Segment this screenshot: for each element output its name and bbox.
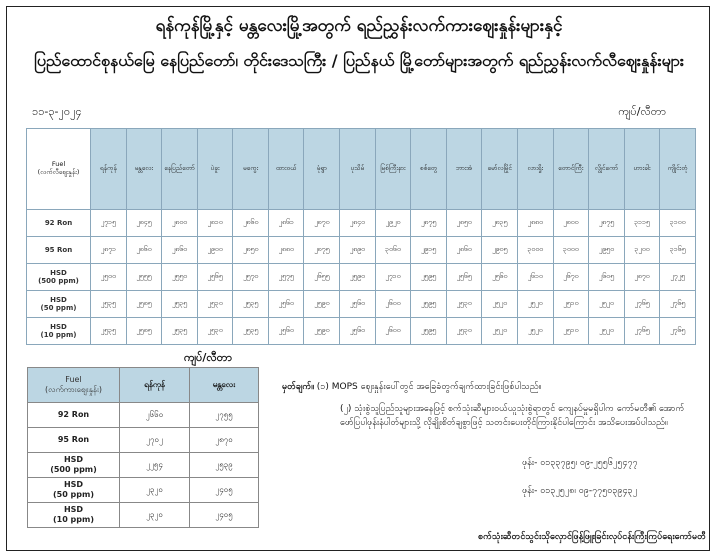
price-cell: ၂၅၆၀ <box>268 318 304 345</box>
city-column-header: ပုသိမ် <box>340 129 376 210</box>
price-cell: ၂၈၆၀ <box>126 237 162 264</box>
note-item-2: (၂) သုံးစွဲသူပြည်သူများအနေဖြင့် စက်သုံးဆီများဝယ်ယူသုံးစွဲရာတွင် ကျေနပ်မှုမရှိပါက ကော်မတီ၏ အောက်ဖော်ပြပါဖုန်းနံပါတ်များသို့ လိုချိုးစိတ်ချစွာဖြင့် သတင်းပေးတိုင်ကြားနိုင်ပါကြောင်း အသိပေးအပ်ပါသည်။ <box>340 404 685 428</box>
table-row <box>27 291 696 318</box>
price-cell: ၂၅၉၅ <box>411 291 447 318</box>
wholesale-price-table <box>27 367 259 528</box>
price-cell: ၃၂၀၀ <box>624 237 660 264</box>
table-row <box>28 503 259 528</box>
price-cell: ၃၁၁၅ <box>624 210 660 237</box>
fuel-type-cell: HSD (10 ppm) <box>28 503 120 528</box>
price-cell: ၂၅၉၀ <box>304 291 340 318</box>
price-cell: ၂၅၉၅ <box>411 264 447 291</box>
price-cell: ၂၈၆၀ <box>233 210 269 237</box>
price-cell: ၂၉၂၀ <box>375 210 411 237</box>
price-cell: ၂၈၁၀ <box>197 210 233 237</box>
price-cell: ၂၈၅၀ <box>446 210 482 237</box>
table-row <box>28 453 259 478</box>
price-cell: ၂၅၂၀ <box>589 291 625 318</box>
wholesale-table-header-row <box>28 368 259 403</box>
yangon-price-cell: ၂၆၆၀ <box>120 403 190 428</box>
price-cell: ၂၈၀၀ <box>162 210 198 237</box>
fuel-type-cell: HSD (50 ppm) <box>28 478 120 503</box>
table-row <box>27 264 696 291</box>
price-cell: ၂၈၉၀ <box>340 237 376 264</box>
title-line-2: ပြည်ထောင်စုနယ်မြေ နေပြည်တော်၊ တိုင်းဒေသကြီး / ပြည်နယ် မြို့တော်များအတွက် ရည်ညွှန်းလက်လီဈေးနှုန်းများ <box>34 51 684 70</box>
price-cell: ၂၅၆၅ <box>197 264 233 291</box>
price-cell: ၂၈၄၅ <box>126 210 162 237</box>
price-cell: ၂၆၇၀ <box>553 264 589 291</box>
fuel-type-cell: HSD (500 ppm) <box>27 264 91 291</box>
price-cell: ၂၈၈၀ <box>268 237 304 264</box>
price-cell: ၂၆၅၅ <box>304 264 340 291</box>
yangon-column-header: ရန်ကုန် <box>120 368 190 403</box>
fuel-type-cell: 95 Ron <box>27 237 91 264</box>
price-cell: ၂၇၆၅ <box>660 291 696 318</box>
price-cell: ၂၅၃၅ <box>91 318 127 345</box>
fuel-type-cell: 95 Ron <box>28 428 120 453</box>
price-cell: ၂၅၃၅ <box>233 318 269 345</box>
mandalay-price-cell: ၂၄၀၅ <box>190 503 259 528</box>
price-cell: ၂၅၂၀ <box>589 318 625 345</box>
fuel-column-header: Fuel (လက်ကားဈေးနှုန်း) <box>28 368 120 403</box>
fuel-type-cell: 92 Ron <box>27 210 91 237</box>
table-row <box>28 478 259 503</box>
price-cell: ၂၅၅၅ <box>126 264 162 291</box>
price-cell: ၂၆၀၅ <box>589 264 625 291</box>
price-cell: ၂၉၁၅ <box>411 237 447 264</box>
price-cell: ၂၅၃၀ <box>197 291 233 318</box>
price-cell: ၂၈၇၅ <box>304 237 340 264</box>
price-cell: ၂၅၆၀ <box>340 291 376 318</box>
yangon-price-cell: ၂၃၂၀ <box>120 478 190 503</box>
committee-name: စက်သုံးဆီတင်သွင်းသိုလှောင်ဖြန့်ဖြူးခြင်းလုပ်ငန်းကြီးကြပ်ရေးကော်မတီ <box>478 532 706 542</box>
price-cell: ၂၅၃၅ <box>91 291 127 318</box>
unit-label: ကျပ်/လီတာ <box>618 105 666 118</box>
price-cell: ၂၇၆၅ <box>660 318 696 345</box>
city-column-header: ဘားအံ <box>446 129 482 210</box>
price-cell: ၂၇၆၅ <box>624 318 660 345</box>
price-cell: ၂၅၃၀ <box>197 318 233 345</box>
price-cell: ၂၈၆၁ <box>268 210 304 237</box>
city-column-header: လားရှိုး <box>517 129 553 210</box>
table-row <box>28 428 259 453</box>
price-cell: ၂၅၁၀ <box>553 318 589 345</box>
price-cell: ၂၈၇၅ <box>411 210 447 237</box>
price-cell: ၂၉၀၅ <box>482 237 518 264</box>
small-table-unit-label: ကျပ်/လီတာ <box>184 351 232 364</box>
price-cell: ၂၅၆၀ <box>482 264 518 291</box>
price-cell: ၂၇၁၅ <box>91 210 127 237</box>
wholesale-table-body <box>28 403 259 528</box>
price-cell: ၂၈၇၅ <box>589 210 625 237</box>
price-cell: ၂၇၁၀ <box>375 264 411 291</box>
price-cell: ၂၅၂၀ <box>517 291 553 318</box>
price-cell: ၂၇၆၅ <box>624 291 660 318</box>
price-cell: ၂၅၂၀ <box>482 291 518 318</box>
price-cell: ၂၈၇၁ <box>91 237 127 264</box>
fuel-type-cell: 92 Ron <box>28 403 120 428</box>
price-cell: ၂၅၂၀ <box>517 318 553 345</box>
price-cell: ၂၅၉၀ <box>340 264 376 291</box>
price-cell: ၂၅၃၅ <box>162 291 198 318</box>
city-column-header: တောင်ကြီး <box>553 129 589 210</box>
table-row <box>28 403 259 428</box>
city-column-header: နေပြည်တော် <box>162 129 198 210</box>
mandalay-column-header: မန္တလေး <box>190 368 259 403</box>
city-column-header: မုံရွာ <box>304 129 340 210</box>
title-line-1: ရန်ကုန်မြို့နှင့် မန္တလေးမြို့အတွက် ရည်ညွှန်းလက်ကားဈေးနှုန်းများနှင့် <box>155 16 563 36</box>
price-cell: ၃၀၆၀ <box>375 237 411 264</box>
table-row <box>27 318 696 345</box>
price-cell: ၂၈၃၅ <box>482 210 518 237</box>
mandalay-price-cell: ၂၅၃၉ <box>190 453 259 478</box>
city-column-header: မန္တလေး <box>126 129 162 210</box>
mandalay-price-cell: ၂၇၅၅ <box>190 403 259 428</box>
price-cell: ၂၈၄၀ <box>340 210 376 237</box>
mandalay-price-cell: ၂၄၀၅ <box>190 478 259 503</box>
notes-label: မှတ်ချက်။ <box>282 382 314 392</box>
price-cell: ၂၈၆၀ <box>162 237 198 264</box>
price-cell: ၂၈၅၀ <box>233 237 269 264</box>
price-cell: ၂၆၁၀ <box>517 264 553 291</box>
price-cell: ၂၅၃၅ <box>233 291 269 318</box>
price-cell: ၂၆၀၀ <box>375 318 411 345</box>
price-cell: ၃၀၀၀ <box>553 237 589 264</box>
price-cell: ၂၅၆၀ <box>268 291 304 318</box>
price-cell: ၃၁၆၅ <box>660 237 696 264</box>
price-cell: ၂၅၉၀ <box>304 318 340 345</box>
price-cell: ၂၅၈၅ <box>126 318 162 345</box>
price-cell: ၂၈၇၀ <box>624 264 660 291</box>
price-cell: ၂၆၀၀ <box>375 291 411 318</box>
city-column-header: ပဲခူး <box>197 129 233 210</box>
phone-number-1: ဖုန်း- ၀၁၃၃၇၉၅၊ ၀၉-၂၅၅၆၂၅၄၇၇ <box>522 458 638 468</box>
city-column-header: မကွေး <box>233 129 269 210</box>
retail-table-header-row <box>27 129 696 210</box>
city-column-header: ဟားခါး <box>624 129 660 210</box>
mandalay-price-cell: ၂၈၇၀ <box>190 428 259 453</box>
city-column-header: ထားဝယ် <box>268 129 304 210</box>
price-cell: ၂၅၆၀ <box>340 318 376 345</box>
fuel-type-cell: HSD (50 ppm) <box>27 291 91 318</box>
price-cell: ၂၅၂၀ <box>482 318 518 345</box>
price-cell: ၂၅၃၅ <box>162 318 198 345</box>
city-column-header: မော်လမြိုင် <box>482 129 518 210</box>
price-cell: ၂၈၇၀ <box>304 210 340 237</box>
city-column-header: လွိုင်ကော် <box>589 129 625 210</box>
price-cell: ၂၅၀၀ <box>91 264 127 291</box>
price-cell: ၂၈၀၀ <box>553 210 589 237</box>
price-cell: ၂၉၅၀ <box>589 237 625 264</box>
retail-table-body <box>27 210 696 345</box>
yangon-price-cell: ၂၂၅၄ <box>120 453 190 478</box>
note-item-1 <box>282 380 541 394</box>
price-cell: ၂၅၃၀ <box>446 291 482 318</box>
price-cell: ၂၈၈၀ <box>517 210 553 237</box>
price-cell: ၂၅၇၅ <box>268 264 304 291</box>
price-cell: ၂၅၁၀ <box>553 291 589 318</box>
price-cell: ၂၅၃၀ <box>446 318 482 345</box>
price-cell: ၃၀၀၀ <box>517 237 553 264</box>
yangon-price-cell: ၂၇၀၂ <box>120 428 190 453</box>
price-cell: ၂၅၇၀ <box>233 264 269 291</box>
table-row <box>27 237 696 264</box>
table-row <box>27 210 696 237</box>
retail-price-table <box>26 128 696 345</box>
city-column-header: ကျိုင်းတုံ <box>660 129 696 210</box>
fuel-type-cell: HSD (500 ppm) <box>28 453 120 478</box>
price-cell: ၂၈၆၀ <box>446 237 482 264</box>
price-cell: ၂၅၆၅ <box>446 264 482 291</box>
price-cell: ၂၇၂၅ <box>660 264 696 291</box>
yangon-price-cell: ၂၃၂၀ <box>120 503 190 528</box>
price-cell: ၂၅၈၅ <box>126 291 162 318</box>
city-column-header: ရန်ကုန် <box>91 129 127 210</box>
fuel-type-cell: HSD (10 ppm) <box>27 318 91 345</box>
price-cell: ၂၅၅၀ <box>162 264 198 291</box>
phone-number-2: ဖုန်း- ၀၁၃၂၅၂၈၊ ၀၉-၇၇၅၀၃၉၄၃၂ <box>522 486 638 496</box>
note-item-1-text: (၁) MOPS ဈေးနှုန်းပေါ်တွင် အခြေခံတွက်ချက်ထားခြင်းဖြစ်ပါသည်။ <box>316 382 542 392</box>
price-cell: ၂၅၉၅ <box>411 318 447 345</box>
city-column-header: စစ်တွေ <box>411 129 447 210</box>
price-cell: ၃၁၀၀ <box>660 210 696 237</box>
price-cell: ၂၉၀၀ <box>197 237 233 264</box>
fuel-column-header: Fuel (လက်လီဈေးနှုန်း) <box>27 129 91 210</box>
date-label: ၁၁-၃-၂၀၂၄ <box>32 105 82 118</box>
city-column-header: မြစ်ကြီးနား <box>375 129 411 210</box>
